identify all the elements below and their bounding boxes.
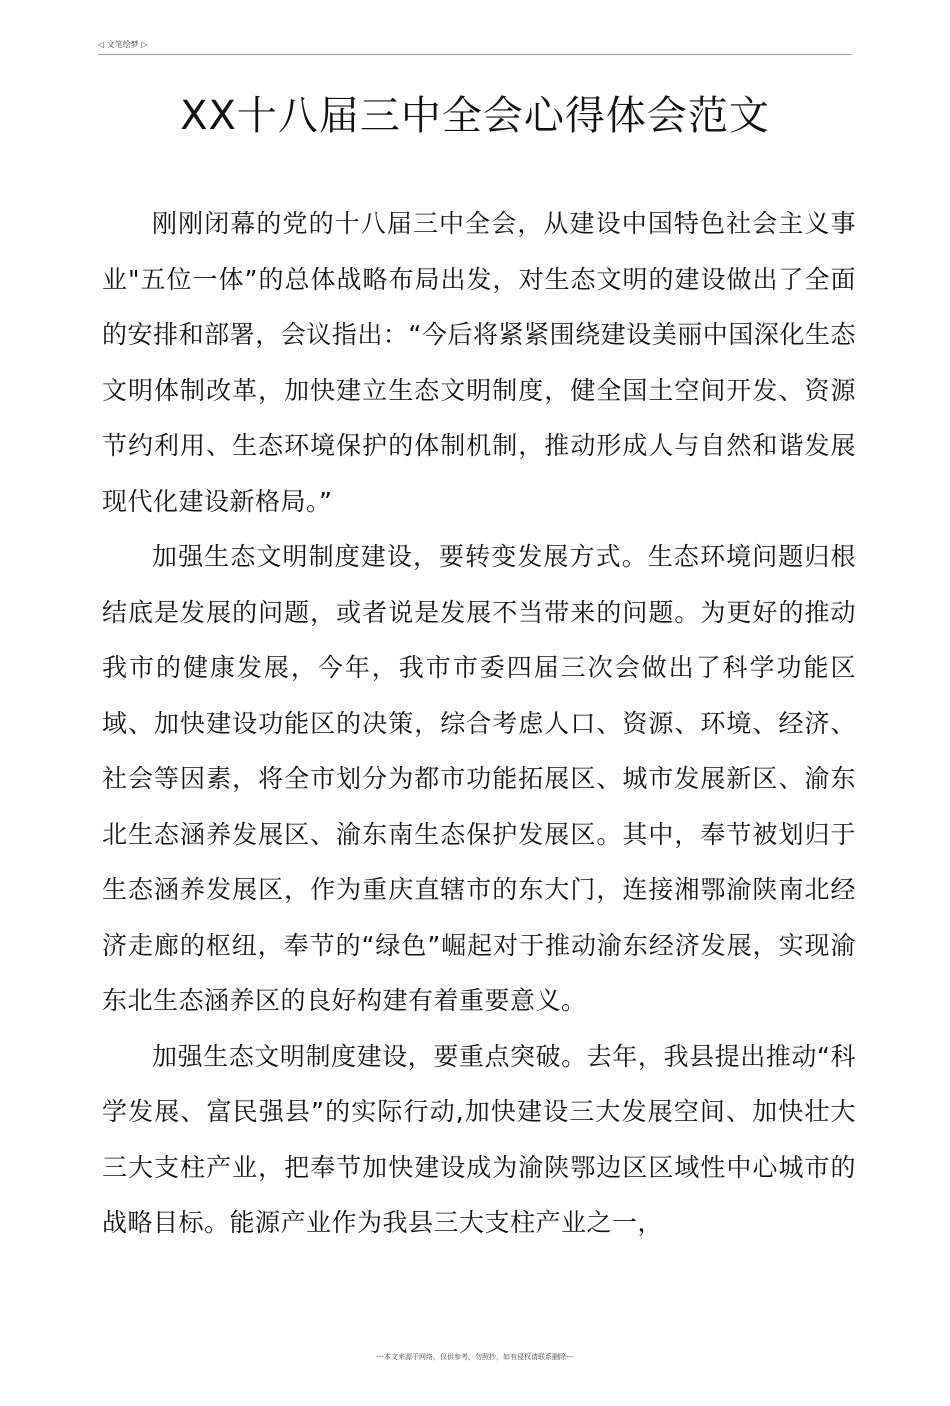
- page-header: [98, 38, 852, 55]
- right-triangle-icon: ▷: [141, 40, 148, 49]
- paragraph-1: 刚刚闭幕的党的十八届三中全会，从建设中国特色社会主义事业"五位一体”的总体战略布局出发，对生态文明的建设做出了全面的安排和部署，会议指出：“今后将紧紧围绕建设美丽中国深化生态文明体制改革，加快建立生态文明制度，健全国土空间开发、资源节约利用、生态环境保护的体制机制，推动形成人与自然和谐发展现代化建设新格局。”: [102, 209, 856, 516]
- paragraph-2: 加强生态文明制度建设，要转变发展方式。生态环境问题归根结底是发展的问题，或者说是发展不当带来的问题。为更好的推动我市的健康发展，今年，我市市委四届三次会做出了科学功能区域、加快建设功能区的决策，综合考虑人口、资源、环境、经济、社会等因素，将全市划分为都市功能拓展区、城市发展新区、渝东北生态涵养发展区、渝东南生态保护发展区。其中，奉节被划归于生态涵养发展区，作为重庆直辖市的东大门，连接湘鄂渝陕南北经济走廊的枢纽，奉节的“绿色”崛起对于推动渝东经济发展，实现渝东北生态涵养区的良好构建有着重要意义。: [102, 542, 856, 1015]
- document-title: XX十八届三中全会心得体会范文: [180, 93, 770, 139]
- document-body: [102, 196, 856, 1251]
- paragraph-3: 加强生态文明制度建设，要重点突破。去年，我县提出推动“科学发展、富民强县”的实际行动,加快建设三大发展空间、加快壮大三大支柱产业，把奉节加快建设成为渝陕鄂边区区域性中心城市的战略目标。能源产业作为我县三大支柱产业之一，: [102, 1041, 856, 1237]
- page-footer: ---本文来源于网络，仅供参考，勿照抄，如有侵权请联系删除---: [376, 1353, 574, 1361]
- left-triangle-icon: ◁: [98, 40, 105, 49]
- header-label: 文笔绘梦: [106, 40, 139, 49]
